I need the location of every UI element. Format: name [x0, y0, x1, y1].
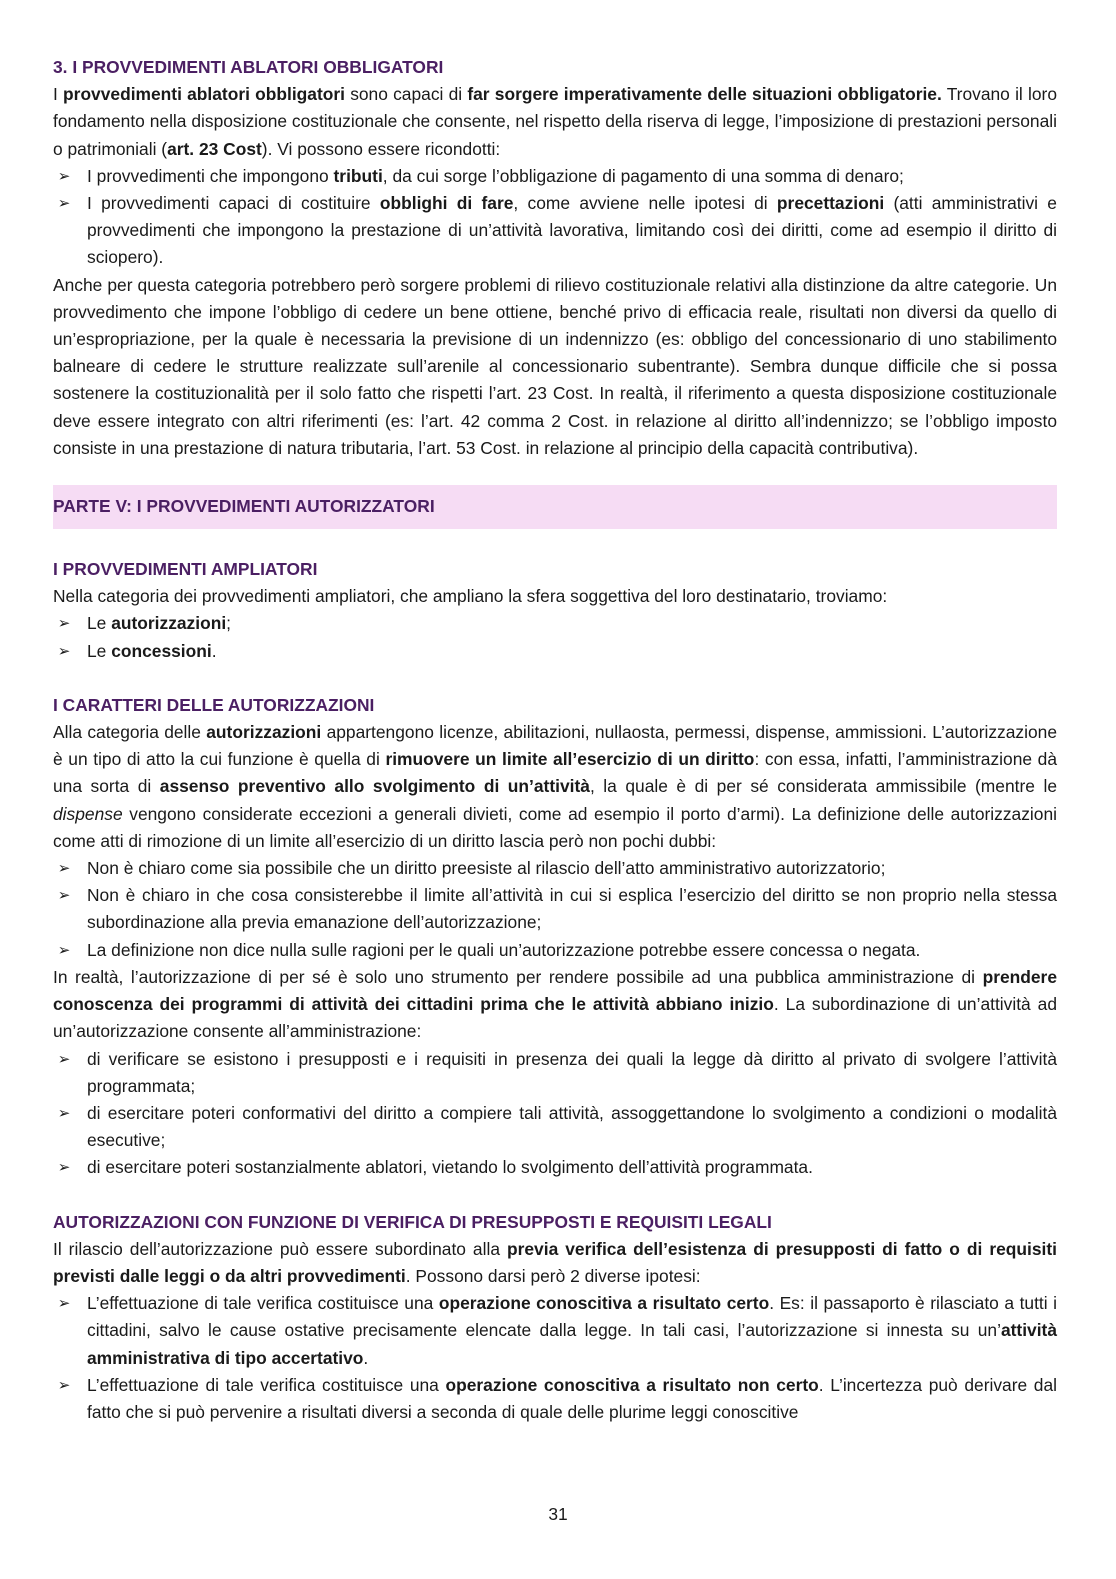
text-run: sono capaci di: [344, 84, 468, 105]
text-run: ;: [226, 613, 232, 634]
text-run: (atti amministrativi e provvedimenti che impongono la prestazione di un’attività lavorativa, limitando così dei diritti, come ad esempio il diritto di sciopero).: [87, 193, 1057, 268]
text-run: ). Vi possono essere ricondotti:: [261, 138, 501, 159]
page-number: 31: [548, 1504, 568, 1524]
italic-text: dispense: [53, 803, 123, 824]
text-run: Nella categoria dei provvedimenti ampliatori, che ampliano la sfera soggettiva del loro destinatario, troviamo:: [53, 586, 888, 607]
paragraph: [53, 964, 1057, 1046]
list-item: [53, 1290, 1057, 1372]
arrow-bullet-icon: ➢: [57, 1103, 71, 1122]
list-item: [53, 1046, 1057, 1100]
arrow-bullet-icon: ➢: [57, 166, 71, 185]
bold-text: obblighi di fare: [379, 193, 514, 214]
list-item: [53, 855, 1057, 882]
text-run: vengono considerate eccezioni a generali divieti, come ad esempio il porto d’armi). La definizione delle autorizzazioni come atti di rimozione di un limite all’esercizio di un diritto lascia però non pochi dubbi:: [53, 803, 1057, 851]
bullet-list: [53, 610, 1057, 664]
text-run: Le: [87, 613, 112, 634]
text-run: Alla categoria delle: [53, 722, 207, 743]
document-page: [53, 54, 1057, 1426]
section-title: I PROVVEDIMENTI AMPLIATORI: [53, 559, 318, 580]
bold-text: operazione conoscitiva a risultato non certo: [445, 1374, 819, 1395]
text-run: Non è chiaro come sia possibile che un diritto preesiste al rilascio dell’atto amministrativo autorizzatorio;: [87, 858, 886, 879]
paragraph: [53, 81, 1057, 163]
text-run: La definizione non dice nulla sulle ragioni per le quali un’autorizzazione potrebbe essere concessa o negata.: [87, 939, 921, 960]
text-run: Anche per questa categoria potrebbero però sorgere problemi di rilievo costituzionale relativi alla distinzione da altre categorie. Un provvedimento che impone l’obbligo di cedere un bene ottiene, benché privo di efficacia reale, risultati non diversi da quello di un’espropriazione, per la quale è necessaria la previsione di un indennizzo (es: obbligo del concessionario di uno stabilimento balneare di cedere le strutture realizzate sull’arenile al concessionario subentrante). Sembra dunque difficile che si possa sostenere la costituzionalità per il solo fatto che rispetti l’art. 23 Cost. In realtà, il riferimento a questa disposizione costituzionale deve essere integrato con altri riferimenti (es: l’art. 42 comma 2 Cost. in relazione al diritto all’indennizzo; se l’obbligo imposto consiste in una prestazione di natura tributaria, l’art. 53 Cost. in relazione al principio della capacità contributiva).: [53, 274, 1057, 458]
bold-text: provvedimenti ablatori obbligatori: [63, 84, 345, 105]
part-heading: [53, 485, 1057, 529]
bold-text: rimuovere un limite all’esercizio di un diritto: [385, 749, 755, 770]
bold-text: concessioni: [111, 640, 212, 661]
text-run: , la quale è di per sé considerata ammissibile (mentre le: [589, 776, 1057, 797]
text-run: di esercitare poteri conformativi del diritto a compiere tali attività, assoggettandone lo svolgimento a condizioni o modalità esecutive;: [87, 1102, 1057, 1151]
bold-text: autorizzazioni: [111, 613, 227, 634]
bold-text: precettazioni: [776, 193, 885, 214]
text-run: L’effettuazione di tale verifica costituisce una: [87, 1293, 439, 1314]
arrow-bullet-icon: ➢: [57, 1375, 71, 1394]
text-run: . La subordinazione di un’attività ad un’autorizzazione consente all’amministrazione:: [53, 994, 1057, 1042]
list-item: [53, 937, 1057, 964]
arrow-bullet-icon: ➢: [57, 859, 71, 878]
bullet-list: [53, 1046, 1057, 1182]
arrow-bullet-icon: ➢: [57, 194, 71, 213]
paragraph: [53, 1236, 1057, 1290]
text-run: : con essa, infatti, l’amministrazione dà una sorta di: [53, 749, 1057, 797]
text-run: , da cui sorge l’obbligazione di pagamento di una somma di denaro;: [382, 165, 904, 186]
text-run: Il rilascio dell’autorizzazione può essere subordinato alla: [53, 1238, 507, 1259]
text-run: . Possono darsi però 2 diverse ipotesi:: [405, 1265, 701, 1286]
list-item: [53, 882, 1057, 936]
text-run: I provvedimenti che impongono: [87, 165, 334, 186]
arrow-bullet-icon: ➢: [57, 641, 71, 660]
text-run: . L’incertezza può derivare dal fatto che si può pervenire a risultati diversi a seconda di quale delle plurime leggi conoscitive: [87, 1374, 1058, 1422]
text-run: . Es: il passaporto è rilasciato a tutti i cittadini, salvo le cause ostative precisamente elencate dalla legge. In tali casi, l’autorizzazione si innesta su un’: [87, 1293, 1057, 1341]
text-run: .: [211, 640, 217, 661]
text-run: .: [363, 1347, 369, 1368]
paragraph: [53, 272, 1057, 462]
section-title: 3. I PROVVEDIMENTI ABLATORI OBBLIGATORI: [53, 57, 444, 77]
list-item: [53, 610, 1057, 637]
paragraph: [53, 719, 1057, 855]
text-run: di verificare se esistono i presupposti e i requisiti in presenza dei quali la legge dà diritto al privato di svolgere l’attività programmata;: [87, 1048, 1057, 1096]
bold-text: previa verifica dell’esistenza di presupposti di fatto o di requisiti previsti dalle leggi o da altri provvedimenti: [53, 1238, 1057, 1286]
list-item: [53, 163, 1057, 190]
part-title: PARTE V: I PROVVEDIMENTI AUTORIZZATORI: [53, 496, 435, 517]
bold-text: autorizzazioni: [206, 722, 322, 743]
list-item: [53, 1100, 1057, 1154]
text-run: appartengono licenze, abilitazioni, nullaosta, permessi, dispense, ammissioni. L’autorizzazione è un tipo di atto la cui funzione è quella di: [53, 722, 1057, 770]
bold-text: assenso preventivo allo svolgimento di un’attività: [159, 776, 590, 797]
bold-text: prendere conoscenza dei programmi di attività dei cittadini prima che le attività abbiano inizio: [53, 966, 1057, 1015]
text-run: I: [53, 84, 64, 105]
text-run: In realtà, l’autorizzazione di per sé è solo uno strumento per rendere possibile ad una pubblica amministrazione di: [53, 966, 983, 987]
text-run: Le: [87, 640, 112, 661]
bullet-list: [53, 1290, 1057, 1426]
bold-text: operazione conoscitiva a risultato certo: [438, 1293, 770, 1314]
bold-text: art. 23 Cost: [167, 138, 262, 159]
arrow-bullet-icon: ➢: [57, 1294, 71, 1313]
bold-text: attività amministrativa di tipo accertativo: [87, 1320, 1057, 1368]
bullet-list: [53, 163, 1057, 272]
text-run: Trovano il loro fondamento nella disposizione costituzionale che consente, nel rispetto della riserva di legge, l’imposizione di prestazioni personali o patrimoniali (: [53, 84, 1058, 159]
section-title: AUTORIZZAZIONI CON FUNZIONE DI VERIFICA DI PRESUPPOSTI E REQUISITI LEGALI: [53, 1211, 772, 1232]
arrow-bullet-icon: ➢: [57, 614, 71, 633]
bold-text: tributi: [333, 165, 383, 186]
bullet-list: [53, 855, 1057, 964]
list-item: [53, 190, 1057, 272]
list-item: [53, 1154, 1057, 1181]
arrow-bullet-icon: ➢: [57, 1049, 71, 1068]
bold-text: far sorgere imperativamente delle situazioni obbligatorie.: [467, 84, 942, 105]
text-run: L’effettuazione di tale verifica costituisce una: [87, 1374, 446, 1395]
paragraph: [53, 583, 1057, 610]
list-item: [53, 638, 1057, 665]
list-item: [53, 1372, 1057, 1426]
text-run: , come avviene nelle ipotesi di: [513, 193, 777, 214]
arrow-bullet-icon: ➢: [57, 886, 71, 905]
arrow-bullet-icon: ➢: [57, 1158, 71, 1177]
text-run: Non è chiaro in che cosa consisterebbe il limite all’attività in cui si esplica l’esercizio del diritto se non proprio nella stessa subordinazione alla previa emanazione dell’autorizzazione;: [87, 885, 1057, 933]
text-run: di esercitare poteri sostanzialmente ablatori, vietando lo svolgimento dell’attività programmata.: [87, 1157, 813, 1178]
arrow-bullet-icon: ➢: [57, 940, 71, 959]
section-title: I CARATTERI DELLE AUTORIZZAZIONI: [53, 694, 375, 715]
text-run: I provvedimenti capaci di costituire: [87, 193, 380, 214]
